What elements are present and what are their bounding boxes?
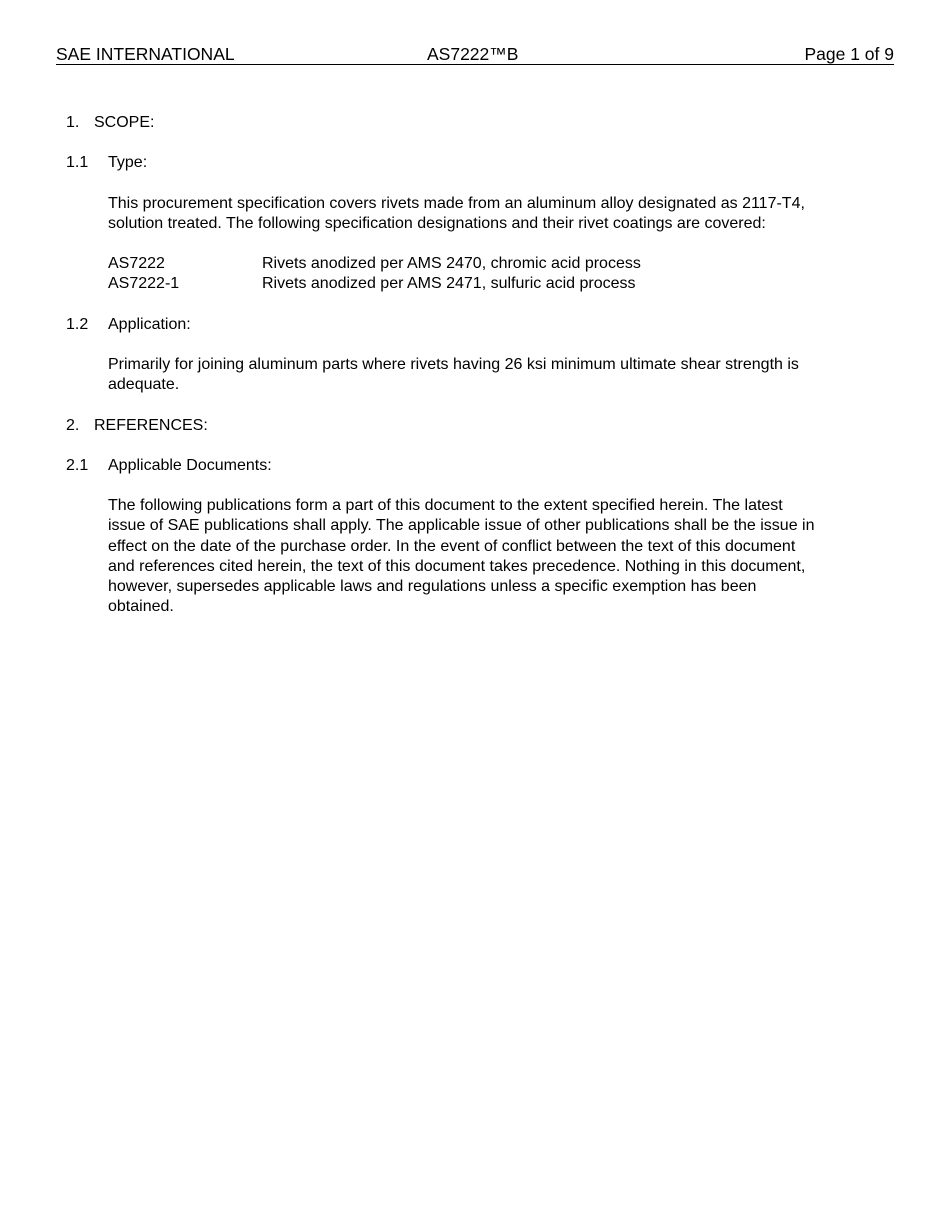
section-2-1-title: Applicable Documents:	[108, 457, 272, 474]
section-2-title: REFERENCES:	[94, 417, 208, 434]
header-doc-id: AS7222™B	[427, 44, 519, 64]
section-1-2-paragraph-line: Primarily for joining aluminum parts where rivets having 26 ksi minimum ultimate shear strength is	[108, 356, 799, 373]
section-1-2-paragraph-line: adequate.	[108, 376, 180, 393]
page-header	[56, 44, 894, 65]
section-1-2-number: 1.2	[66, 316, 89, 333]
section-2-1-paragraph-line: however, supersedes applicable laws and regulations unless a specific exemption has been	[108, 578, 757, 595]
designation-code: AS7222	[108, 255, 165, 272]
header-page-number: Page 1 of 9	[804, 44, 894, 64]
section-2-1-paragraph-line: issue of SAE publications shall apply. The applicable issue of other publications shall be the issue in	[108, 517, 815, 534]
section-1-1-number: 1.1	[66, 154, 89, 171]
header-org: SAE INTERNATIONAL	[56, 44, 235, 64]
section-2-1-paragraph-line: obtained.	[108, 598, 174, 615]
section-1-1-title: Type:	[108, 154, 148, 171]
section-1-2-title: Application:	[108, 316, 191, 333]
section-1-title: SCOPE:	[94, 114, 155, 131]
section-2-1-number: 2.1	[66, 457, 89, 474]
section-2-number: 2.	[66, 417, 80, 434]
section-2-1-paragraph-line: effect on the date of the purchase order. In the event of conflict between the text of this document	[108, 538, 796, 555]
section-2-1-paragraph-line: The following publications form a part of this document to the extent specified herein. The latest	[108, 497, 783, 514]
section-1-number: 1.	[66, 114, 80, 131]
section-1-1-paragraph-line: This procurement specification covers rivets made from an aluminum alloy designated as 2117-T4,	[108, 195, 805, 212]
designation-description: Rivets anodized per AMS 2471, sulfuric acid process	[262, 275, 636, 292]
section-2-1-paragraph-line: and references cited herein, the text of this document takes precedence. Nothing in this document,	[108, 558, 806, 575]
section-1-1-paragraph-line: solution treated. The following specification designations and their rivet coatings are covered:	[108, 215, 766, 232]
designation-description: Rivets anodized per AMS 2470, chromic acid process	[262, 255, 641, 272]
designation-code: AS7222-1	[108, 275, 180, 292]
